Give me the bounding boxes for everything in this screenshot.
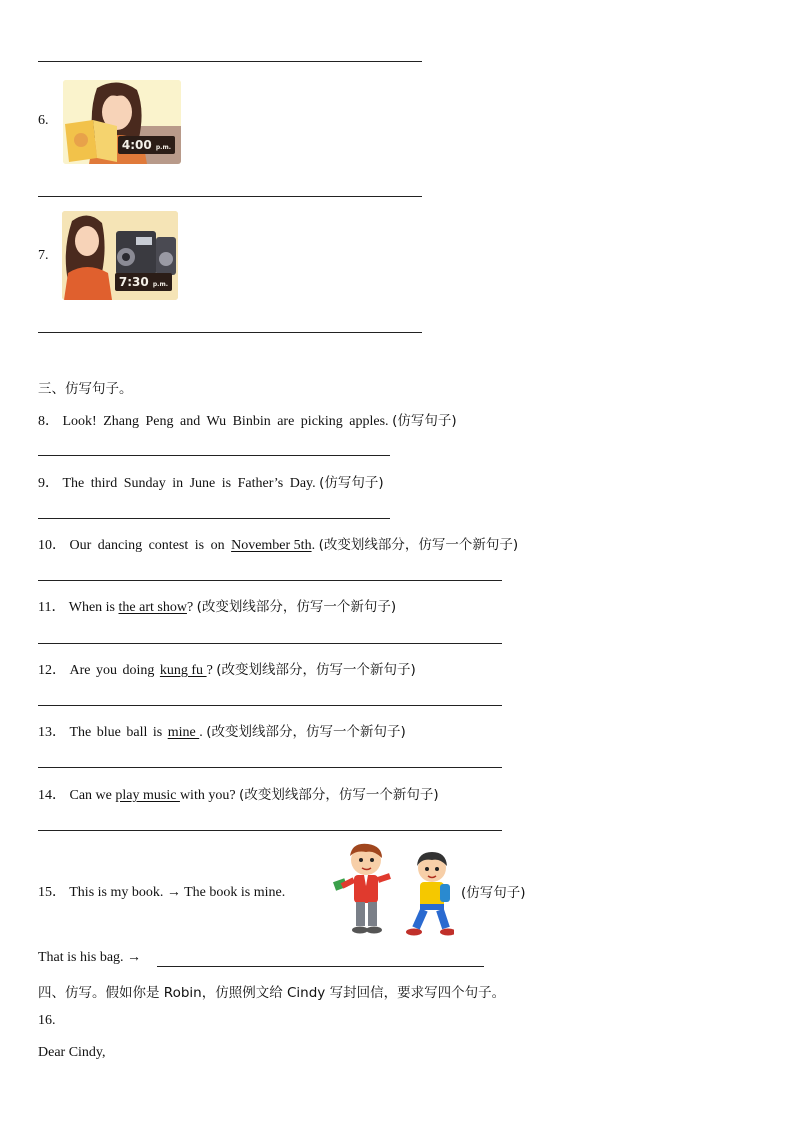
question-text: The blue ball is — [69, 725, 168, 740]
question-hint: (仿写句子) — [319, 475, 384, 491]
question-10 — [38, 533, 518, 554]
letter-greeting: Dear Cindy, — [38, 1045, 106, 1060]
question-hint: (改变划线部分，仿写一个新句子) — [318, 537, 519, 553]
underlined-phrase: kung fu — [159, 663, 207, 678]
boys-with-book-and-bag-icon — [322, 842, 454, 938]
digital-clock — [118, 136, 175, 154]
question-text: Are you doing — [69, 663, 160, 678]
girl-listening-music-picture — [62, 211, 178, 300]
question-text-end: ? — [186, 600, 194, 615]
question-hint: (改变划线部分，仿写一个新句子) — [239, 787, 439, 803]
section-heading: 四、仿写。假如你是 Robin，仿照例文给 Cindy 写封回信，要求写四个句子。 — [38, 985, 506, 1001]
clock-time: 7:30 — [118, 275, 149, 289]
question-text-end: . — [199, 725, 203, 740]
answer-line[interactable] — [38, 332, 422, 333]
question-number: 8． — [38, 414, 59, 429]
digital-clock — [115, 273, 172, 291]
two-boys-illustration — [322, 842, 454, 938]
question-number: 9． — [38, 476, 59, 491]
question-hint: (改变划线部分，仿写一个新句子) — [196, 599, 397, 615]
section-heading: 三、仿写句子。 — [38, 381, 133, 397]
clock-time: 4:00 — [121, 138, 152, 152]
question-hint: (仿写句子) — [461, 885, 526, 901]
question-number: 14． — [38, 788, 66, 803]
answer-line[interactable] — [38, 830, 502, 831]
answer-line[interactable] — [38, 705, 502, 706]
question-number: 13． — [38, 725, 66, 740]
question-9 — [38, 471, 384, 492]
question-hint: (仿写句子) — [392, 413, 457, 429]
question-text-end: ? — [206, 663, 213, 678]
question-text: Can we — [69, 788, 116, 803]
question-15 — [38, 881, 285, 901]
underlined-phrase: play music — [115, 788, 180, 803]
question-number: 6. — [38, 113, 49, 128]
question-text: When is — [68, 600, 119, 615]
question-8 — [38, 409, 457, 430]
answer-line[interactable] — [38, 61, 422, 62]
question-12 — [38, 658, 416, 679]
answer-line[interactable] — [38, 518, 390, 519]
question-number: 11． — [38, 600, 66, 615]
question-15-prompt: That is his bag. → — [38, 950, 142, 965]
question-number: 10． — [38, 538, 66, 553]
question-14 — [38, 783, 439, 804]
underlined-phrase: November 5th — [231, 538, 312, 553]
answer-line[interactable] — [157, 966, 484, 967]
question-text: Look! Zhang Peng and Wu Binbin are picking apples. — [62, 414, 389, 429]
underlined-phrase: mine — [167, 725, 200, 740]
question-text-end: . — [311, 538, 316, 553]
question-number: 16. — [38, 1013, 56, 1028]
girl-reading-picture — [63, 80, 181, 164]
question-13 — [38, 720, 406, 741]
underlined-phrase: the art show — [118, 600, 187, 615]
question-hint: (改变划线部分，仿写一个新句子) — [206, 724, 406, 740]
question-11 — [38, 595, 396, 616]
clock-suffix: p.m. — [155, 144, 171, 151]
answer-line[interactable] — [38, 580, 502, 581]
answer-line[interactable] — [38, 455, 390, 456]
clock-suffix: p.m. — [152, 281, 168, 288]
question-number: 7. — [38, 248, 49, 263]
answer-line[interactable] — [38, 196, 422, 197]
question-number: 12． — [38, 663, 66, 678]
answer-line[interactable] — [38, 643, 502, 644]
question-text: This is my book. → The book is mine. — [69, 885, 286, 900]
question-text: Our dancing contest is on — [69, 538, 232, 553]
question-text-end: with you? — [179, 788, 236, 803]
question-text: The third Sunday in June is Father’s Day. — [62, 476, 316, 491]
question-number: 15． — [38, 885, 66, 900]
answer-line[interactable] — [38, 767, 502, 768]
question-hint: (改变划线部分，仿写一个新句子) — [216, 662, 416, 678]
